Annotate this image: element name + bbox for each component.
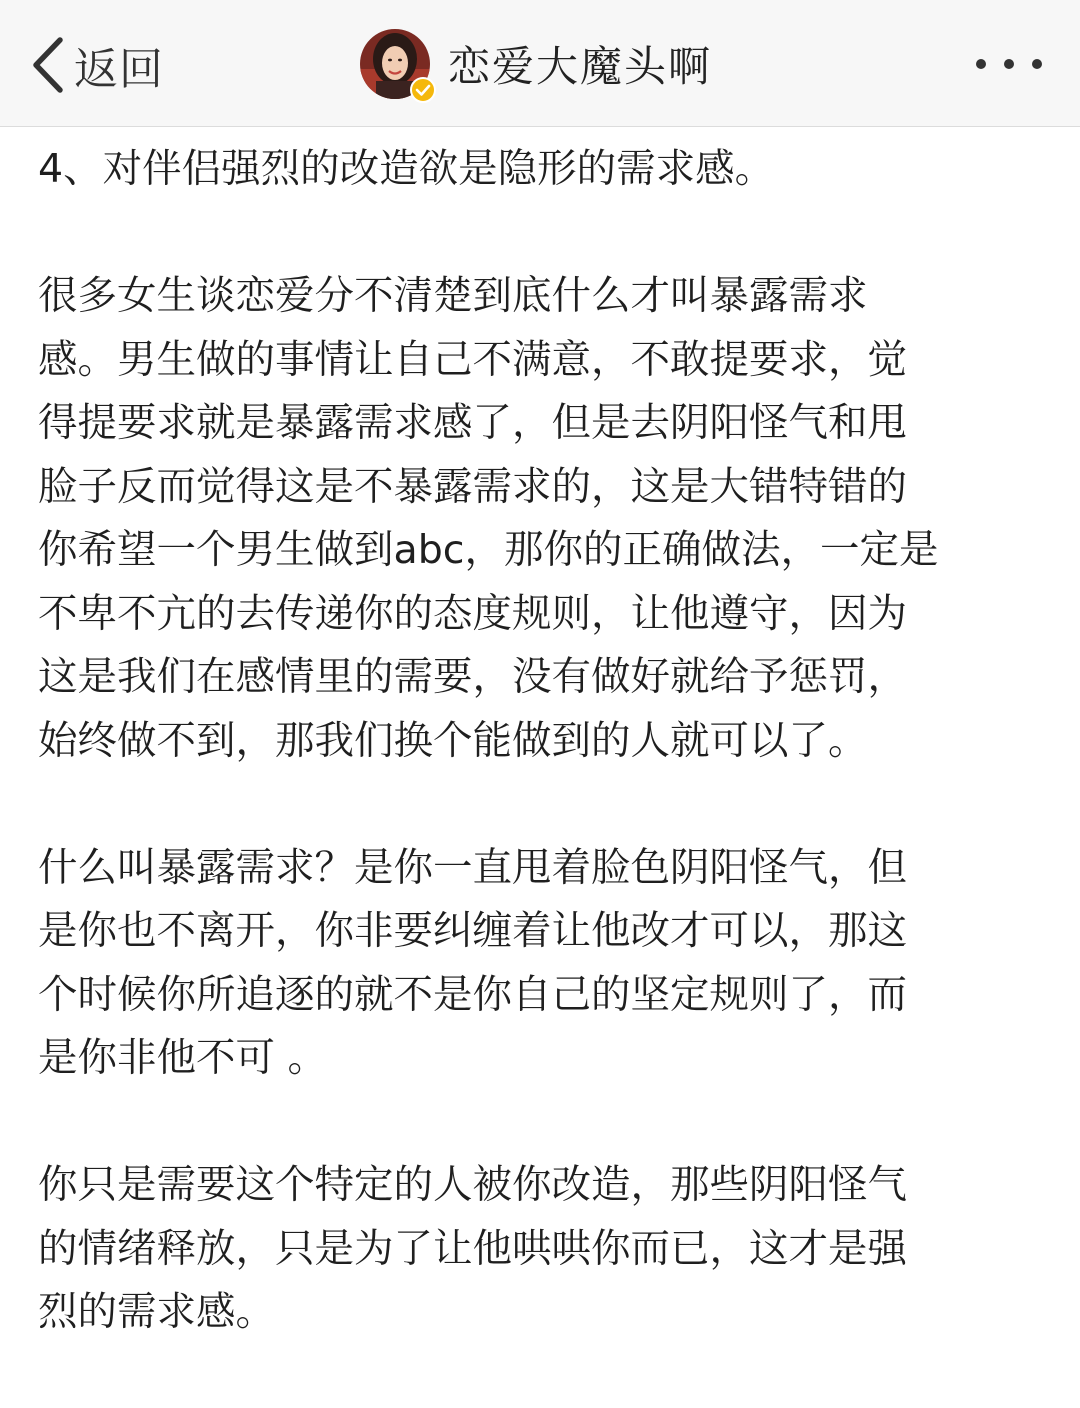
avatar[interactable] — [360, 29, 430, 99]
profile-title[interactable] — [360, 28, 712, 100]
verified-badge-icon — [410, 77, 436, 103]
nav-bar — [0, 0, 1080, 127]
article-body — [38, 138, 1048, 1408]
article-paragraph: 你只是需要这个特定的人被你改造，那些阴阳怪气 的情绪释放，只是为了让他哄哄你而已，这才是强 烈的需求感。 — [38, 1162, 907, 1335]
page-title: 恋爱大魔头啊 — [448, 42, 713, 91]
more-dots-icon[interactable] — [966, 42, 1052, 86]
article-paragraph: 什么叫暴露需求？是你一直甩着脸色阴阳怪气，但 是你也不离开，你非要纠缠着让他改才可以，那这 个时候你所追逐的就不是你自己的坚定规则了，而 是你非他不可 。 — [38, 844, 907, 1081]
back-label: 返回 — [74, 44, 164, 95]
back-button[interactable] — [30, 30, 164, 100]
article-paragraph: 很多女生谈恋爱分不清楚到底什么才叫暴露需求 感。男生做的事情让自己不满意，不敢提要求，觉 得提要求就是暴露需求感了，但是去阴阳怪气和甩 脸子反而觉得这是不暴露需求的，这是大错特错的 你希望一个男生做到abc，那你的正确做法，一定是 不卑不亢的去传递你的态度规则，让他遵守，因为 这是我们在感情里的需要，没有做好就给予惩罚， 始终做不到，那我们换个能做到的人就可以了。 — [38, 273, 939, 764]
chevron-left-icon — [30, 36, 66, 94]
article-paragraph: 4、对伴侣强烈的改造欲是隐形的需求感。 — [38, 146, 775, 192]
